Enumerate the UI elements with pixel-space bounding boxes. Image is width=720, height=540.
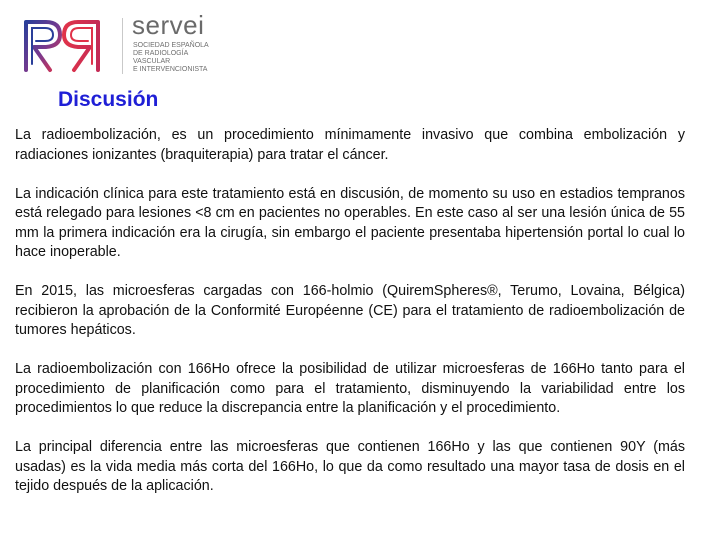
servei-logo <box>22 10 222 78</box>
page-title: Discusión <box>58 88 159 111</box>
paragraph: La radioembolización, es un procedimiento mínimamente invasivo que combina embolización y radiaciones ionizantes (braquiterapia) para tratar el cáncer. <box>15 127 685 163</box>
logo-divider <box>122 18 123 74</box>
servei-logo-mark <box>22 16 102 74</box>
logo-tagline-line: SOCIEDAD ESPAÑOLA <box>133 42 209 49</box>
logo-tagline <box>133 42 243 74</box>
logo-tagline-line: VASCULAR <box>133 58 171 65</box>
paragraph: La radioembolización con 166Ho ofrece la posibilidad de utilizar microesferas de 166Ho tanto para el procedimiento de planificación como para el tratamiento, disminuyendo la variabilidad entre los procedimientos lo que reduce la discrepancia entre la planificación y el procedimiento. <box>15 361 685 416</box>
paragraph: La principal diferencia entre las microesferas que contienen 166Ho y las que contienen 90Y (más usadas) es la vida media más corta del 166Ho, lo que da como resultado una mayor tasa de dosis en el tejido después de la aplicación. <box>15 439 685 494</box>
paragraph: La indicación clínica para este tratamiento está en discusión, de momento su uso en estadios tempranos está relegado para lesiones <8 cm en pacientes no operables. En este caso al ser una lesión única de 55 mm la primera indicación era la cirugía, sin embargo el paciente presentaba hipertensión portal lo cual lo hace inoperable. <box>15 185 685 260</box>
paragraph: En 2015, las microesferas cargadas con 166-holmio (QuiremSpheres®, Terumo, Lovaina, Bélgica) recibieron la aprobación de la Conformité Européenne (CE) para el tratamiento de radioembolización de tumores hepáticos. <box>15 283 685 338</box>
discussion-body <box>15 126 685 516</box>
logo-wordmark: servei <box>132 10 205 40</box>
logo-tagline-line: DE RADIOLOGÍA <box>133 50 189 57</box>
logo-tagline-line: E INTERVENCIONISTA <box>133 66 208 73</box>
